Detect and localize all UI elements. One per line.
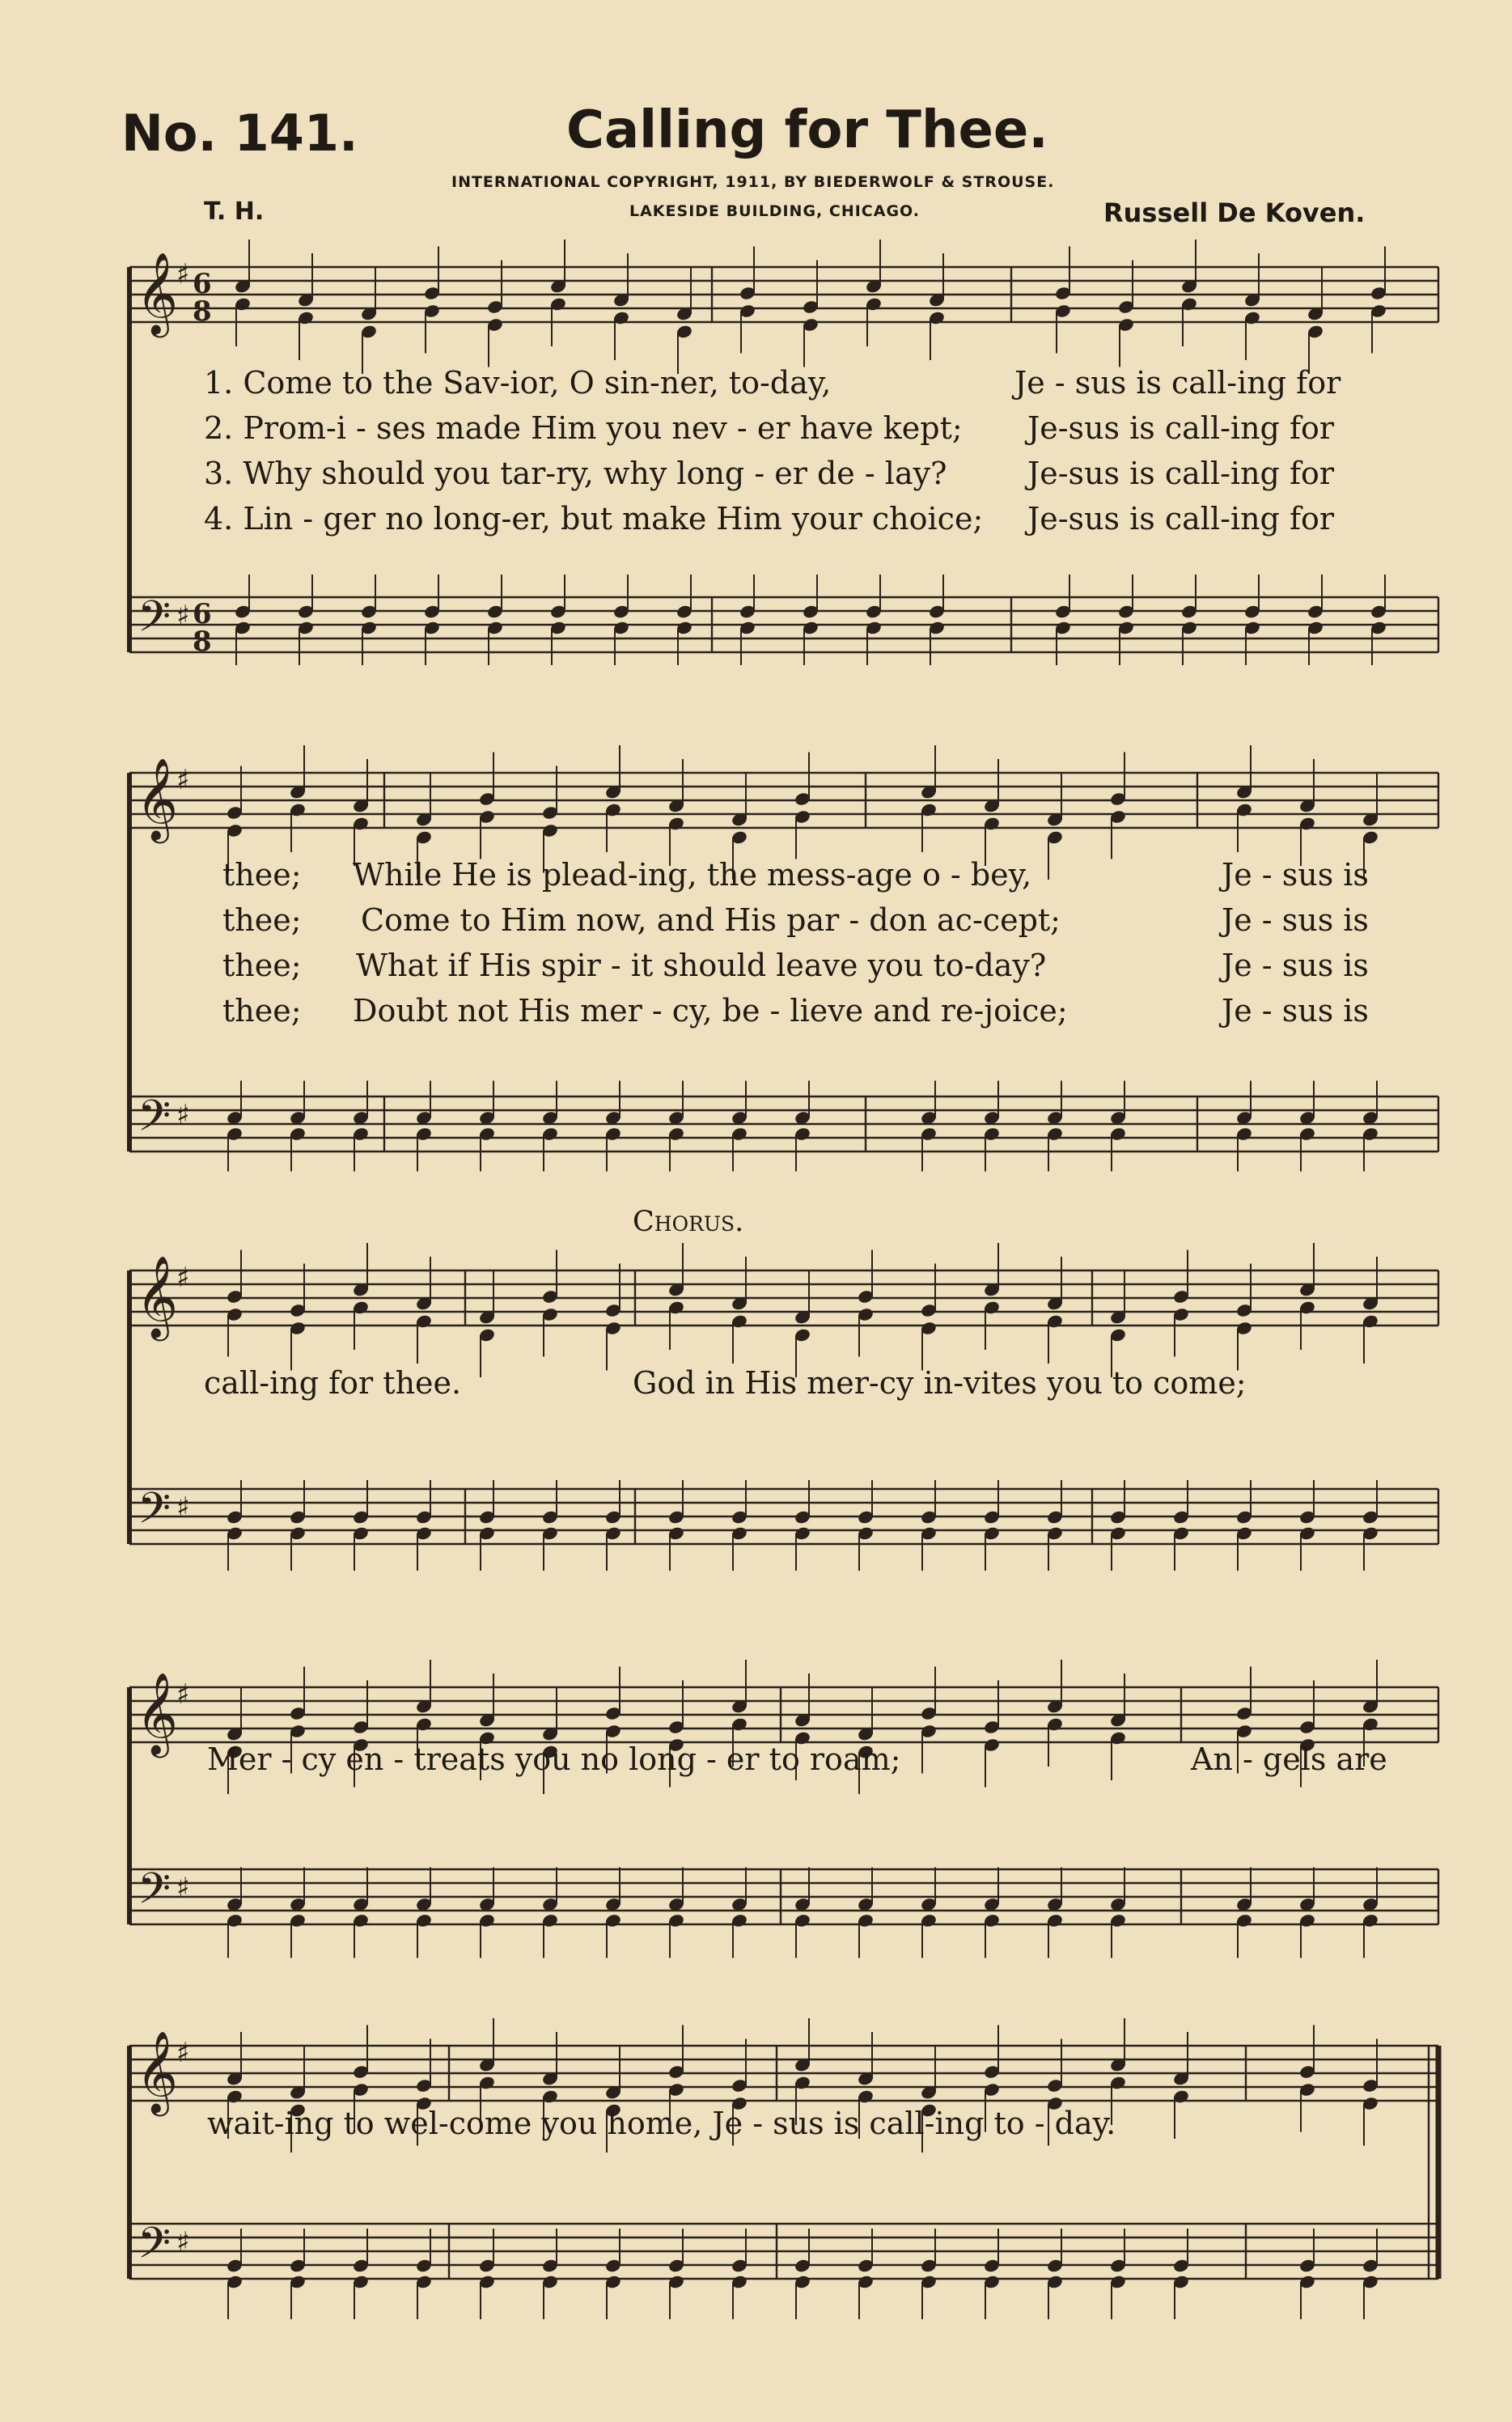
- lyric-line: Je-sus is call-ing for: [1027, 410, 1335, 446]
- lyric-line: call-ing for thee.: [204, 1365, 462, 1401]
- key-sharp: ♯: [176, 1099, 190, 1131]
- key-sharp: ♯: [176, 2037, 190, 2069]
- treble-clef: 𝄞: [136, 1671, 179, 1754]
- treble-clef: 𝄞: [136, 2030, 179, 2113]
- lyric-line: Je-sus is call-ing for: [1027, 501, 1335, 537]
- time-signature: 6: [193, 268, 212, 300]
- lyric-line: 2. Prom-i - ses made Him you nev - er have kept;: [204, 410, 963, 446]
- bass-clef: 𝄢: [138, 2219, 172, 2279]
- time-signature: 8: [193, 295, 212, 328]
- publisher-address: LAKESIDE BUILDING, CHICAGO.: [629, 202, 920, 220]
- lyric-line: thee;: [222, 857, 302, 893]
- lyric-line: Je - sus is: [1222, 902, 1369, 938]
- lyric-line: Je - sus is: [1222, 993, 1369, 1029]
- lyric-line: 4. Lin - ger no long-er, but make Him your choice;: [204, 501, 984, 537]
- hymn-number: No. 141.: [121, 104, 358, 163]
- bass-clef: 𝄢: [138, 1484, 172, 1544]
- key-sharp: ♯: [176, 1678, 190, 1711]
- lyric-line: thee;: [222, 948, 302, 983]
- lyric-line: Je - sus is: [1222, 857, 1369, 893]
- lyric-line: Doubt not His mer - cy, be - lieve and re-joice;: [353, 993, 1068, 1029]
- lyric-line: What if His spir - it should leave you to-day?: [356, 948, 1047, 983]
- lyric-line: Come to Him now, and His par - don ac-cept;: [361, 902, 1061, 938]
- time-signature: 8: [193, 626, 212, 658]
- key-sharp: ♯: [176, 1262, 190, 1294]
- lyric-line: Je - sus is call-ing for: [1014, 365, 1341, 401]
- hymn-title: Calling for Thee.: [566, 100, 1048, 160]
- lyric-line: An - gels are: [1191, 1741, 1387, 1777]
- lyric-line: 1. Come to the Sav-ior, O sin-ner, to-day,: [204, 365, 832, 401]
- lyric-line: thee;: [222, 902, 302, 938]
- key-sharp: ♯: [176, 2226, 190, 2259]
- bass-clef: 𝄢: [138, 1864, 172, 1924]
- author-credit: T. H.: [204, 197, 265, 226]
- treble-clef: 𝄞: [136, 757, 179, 840]
- composer-credit: Russell De Koven.: [1103, 197, 1366, 228]
- key-sharp: ♯: [176, 258, 190, 291]
- lyric-line: Je-sus is call-ing for: [1027, 456, 1335, 491]
- lyric-line: While He is plead-ing, the mess-age o - bey,: [353, 857, 1032, 893]
- lyric-line: Mer - cy en - treats you no long - er to roam;: [207, 1741, 901, 1777]
- key-sharp: ♯: [176, 1872, 190, 1904]
- lyric-line: wait-ing to wel-come you home, Je - sus is call-ing to - day.: [207, 2106, 1116, 2141]
- key-sharp: ♯: [176, 1491, 190, 1524]
- copyright-line: INTERNATIONAL COPYRIGHT, 1911, BY BIEDERWOLF & STROUSE.: [451, 173, 1055, 191]
- lyric-line: God in His mer-cy in-vites you to come;: [633, 1365, 1247, 1401]
- key-sharp: ♯: [176, 764, 190, 796]
- lyric-line: 3. Why should you tar-ry, why long - er de - lay?: [204, 456, 947, 491]
- treble-clef: 𝄞: [136, 1254, 179, 1338]
- key-sharp: ♯: [176, 600, 190, 632]
- lyric-line: Je - sus is: [1222, 948, 1369, 983]
- bass-clef: 𝄢: [138, 1092, 172, 1152]
- bass-clef: 𝄢: [138, 592, 172, 652]
- time-signature: 6: [193, 598, 212, 630]
- chorus-label: Chorus.: [633, 1206, 744, 1238]
- treble-clef: 𝄞: [136, 251, 179, 334]
- lyric-line: thee;: [222, 993, 302, 1029]
